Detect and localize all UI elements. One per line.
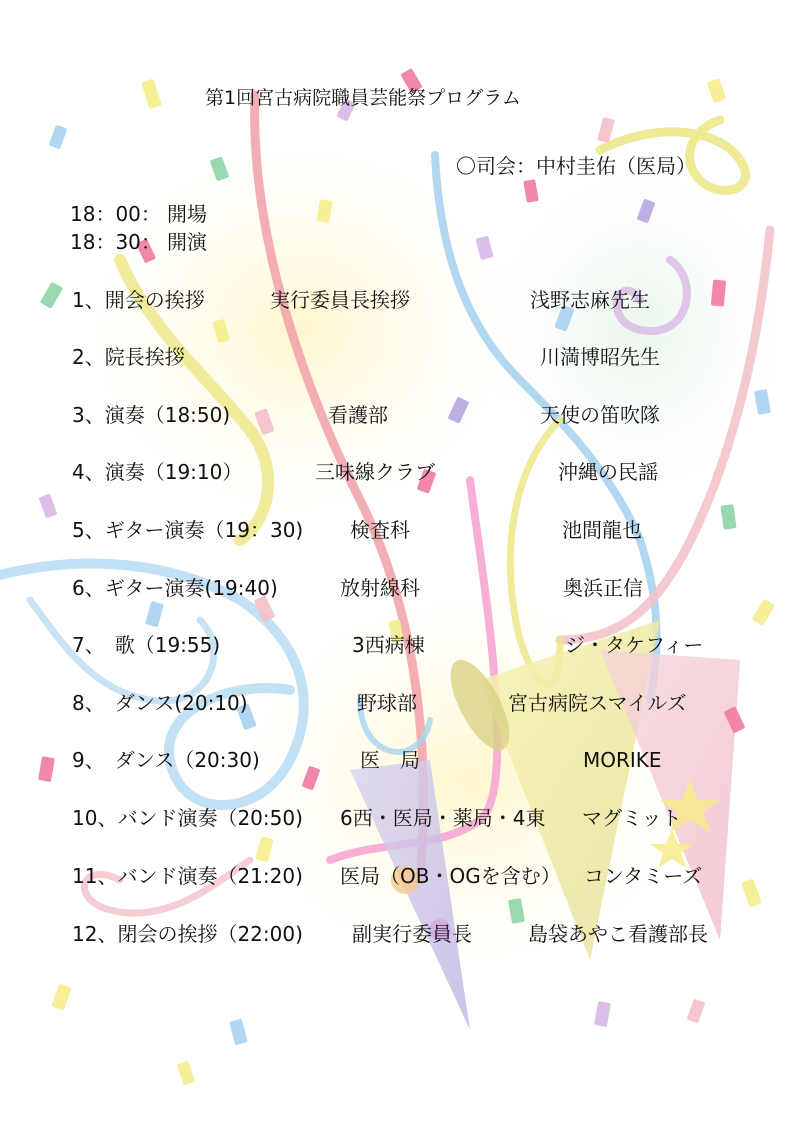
program-detail: 沖縄の民謡	[558, 460, 658, 484]
program-detail: 奥浜正信	[563, 576, 643, 600]
program-item: 12、閉会の挨拶（22:00)	[72, 922, 303, 946]
program-performer: 検査科	[350, 518, 410, 542]
program-detail: 天使の笛吹隊	[540, 403, 660, 427]
program-detail: ジ・タケフィー	[565, 633, 704, 657]
program-performer: 3西病棟	[352, 633, 425, 657]
program-performer: 放射線科	[340, 576, 420, 600]
program-performer: 6西・医局・薬局・4東	[340, 806, 546, 830]
program-detail: 島袋あやこ看護部長	[528, 922, 708, 946]
program-row	[0, 405, 794, 431]
program-detail: 池間龍也	[562, 518, 642, 542]
program-detail: MORIKE	[583, 748, 662, 772]
host-line: 〇司会：中村圭佑（医局）	[456, 154, 696, 178]
doors-open-time: 18：00：	[70, 202, 161, 226]
program-item: 2、院長挨拶	[72, 345, 185, 369]
program-item: 7、 歌（19:55)	[72, 633, 221, 657]
program-row	[0, 924, 794, 950]
program-row	[0, 578, 794, 604]
show-start-time: 18：30：	[70, 230, 161, 254]
program-row	[0, 462, 794, 488]
program-item: 6、ギター演奏(19:40)	[72, 576, 278, 600]
program-performer: 野球部	[357, 691, 417, 715]
program-row	[0, 290, 794, 316]
program-detail: コンタミーズ	[584, 864, 703, 888]
program-detail: 宮古病院スマイルズ	[508, 691, 687, 715]
program-item: 1、開会の挨拶	[72, 288, 205, 312]
program-performer: 三味線クラブ	[315, 460, 435, 484]
program-item: 11、バンド演奏（21:20)	[72, 864, 303, 888]
program-row	[0, 347, 794, 373]
program-performer: 副実行委員長	[352, 922, 472, 946]
program-item: 9、 ダンス（20:30)	[72, 748, 260, 772]
page-title: 第1回宮古病院職員芸能祭プログラム	[205, 87, 521, 109]
program-item: 4、演奏（19:10）	[72, 460, 243, 484]
program-performer: 看護部	[328, 403, 388, 427]
program-detail: 浅野志麻先生	[530, 288, 650, 312]
program-row	[0, 808, 794, 834]
show-start-label: 開演	[167, 230, 207, 254]
program-item: 10、バンド演奏（20:50)	[72, 806, 303, 830]
doors-open-label: 開場	[167, 202, 207, 226]
program-performer: 医 局	[360, 748, 420, 772]
program-performer: 医局（OB・OGを含む）	[340, 864, 561, 888]
program-detail: 川満博昭先生	[540, 345, 660, 369]
program-row	[0, 635, 794, 661]
program-item: 8、 ダンス(20:10)	[72, 691, 248, 715]
program-item: 3、演奏（18:50)	[72, 403, 231, 427]
program-row	[0, 520, 794, 546]
program-row	[0, 866, 794, 892]
program-row	[0, 750, 794, 776]
program-detail: マグミット	[582, 806, 682, 830]
program-row	[0, 693, 794, 719]
program-performer: 実行委員長挨拶	[270, 288, 410, 312]
program-item: 5、ギター演奏（19：30)	[72, 518, 304, 542]
